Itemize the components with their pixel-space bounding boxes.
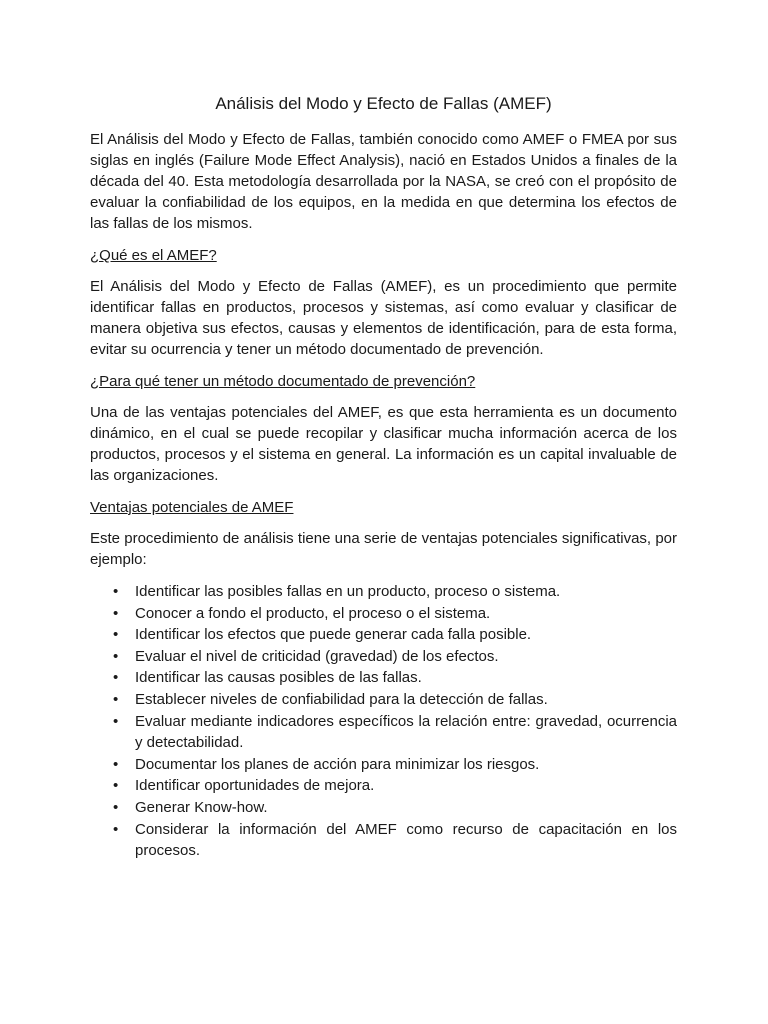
list-item-text: Evaluar el nivel de criticidad (gravedad) de los efectos. xyxy=(135,647,499,665)
list-item xyxy=(90,646,677,668)
bullet-icon: • xyxy=(113,820,119,838)
intro-paragraph: El Análisis del Modo y Efecto de Fallas, también conocido como AMEF o FMEA por sus siglas en inglés (Failure Mode Effect Analysis), nació en Estados Unidos a finales de la década del 40. Esta metodología desarrollada por la NASA, se creó con el propósito de evaluar la confiabilidad de los equipos, en la medida en que determina los efectos de las fallas de los mismos. xyxy=(90,131,677,232)
section-heading-para-que: ¿Para qué tener un método documentado de prevención? xyxy=(90,373,476,390)
list-item xyxy=(90,819,677,862)
bullet-icon: • xyxy=(113,647,119,665)
list-item xyxy=(90,775,677,797)
bullet-icon: • xyxy=(113,583,119,600)
list-item xyxy=(90,667,677,689)
list-item-text: Identificar oportunidades de mejora. xyxy=(135,777,375,795)
list-item xyxy=(90,603,677,625)
section-paragraph-que-es: El Análisis del Modo y Efecto de Fallas (AMEF), es un procedimiento que permite identificar fallas en productos, procesos y sistemas, así como evaluar y clasificar de manera objetiva sus efectos, causas y elementos de identificación, para de esta forma, evitar su ocurrencia y tener un método documentado de prevención. xyxy=(90,278,677,358)
section-paragraph-ventajas: Este procedimiento de análisis tiene una serie de ventajas potenciales significativas, por ejemplo: xyxy=(90,530,677,568)
bullet-icon: • xyxy=(113,777,119,795)
list-item-text: Documentar los planes de acción para minimizar los riesgos. xyxy=(135,755,540,773)
list-item-text: Evaluar mediante indicadores específicos la relación entre: gravedad, ocurrencia y detectabilidad. xyxy=(135,712,677,752)
list-item-text: Identificar las posibles fallas en un producto, proceso o sistema. xyxy=(135,583,561,600)
bullet-icon: • xyxy=(113,755,119,773)
bullet-icon: • xyxy=(113,669,119,687)
bullet-icon: • xyxy=(113,798,119,816)
document-page xyxy=(90,92,677,862)
bullet-icon: • xyxy=(113,690,119,708)
bullet-icon: • xyxy=(113,604,119,622)
bullet-icon: • xyxy=(113,626,119,644)
section-paragraph-para-que: Una de las ventajas potenciales del AMEF, es que esta herramienta es un documento dinámico, en el cual se puede recopilar y clasificar mucha información acerca de los productos, procesos y el sistema en general. La información es un capital invaluable de las organizaciones. xyxy=(90,404,677,484)
ventajas-bullet-list xyxy=(90,581,677,862)
list-item xyxy=(90,797,677,819)
list-item xyxy=(90,711,677,754)
list-item-text: Generar Know-how. xyxy=(135,798,268,816)
list-item-text: Identificar las causas posibles de las fallas. xyxy=(135,669,422,687)
list-item-text: Considerar la información del AMEF como recurso de capacitación en los procesos. xyxy=(135,820,677,860)
list-item-text: Conocer a fondo el producto, el proceso o el sistema. xyxy=(135,604,491,622)
list-item xyxy=(90,689,677,711)
list-item-text: Establecer niveles de confiabilidad para la detección de fallas. xyxy=(135,690,548,708)
list-item-text: Identificar los efectos que puede generar cada falla posible. xyxy=(135,626,532,644)
bullet-icon: • xyxy=(113,712,119,730)
section-heading-ventajas: Ventajas potenciales de AMEF xyxy=(90,499,294,516)
list-item xyxy=(90,581,677,603)
document-title: Análisis del Modo y Efecto de Fallas (AMEF) xyxy=(215,94,552,113)
list-item xyxy=(90,624,677,646)
section-heading-que-es: ¿Qué es el AMEF? xyxy=(90,247,217,264)
list-item xyxy=(90,754,677,776)
